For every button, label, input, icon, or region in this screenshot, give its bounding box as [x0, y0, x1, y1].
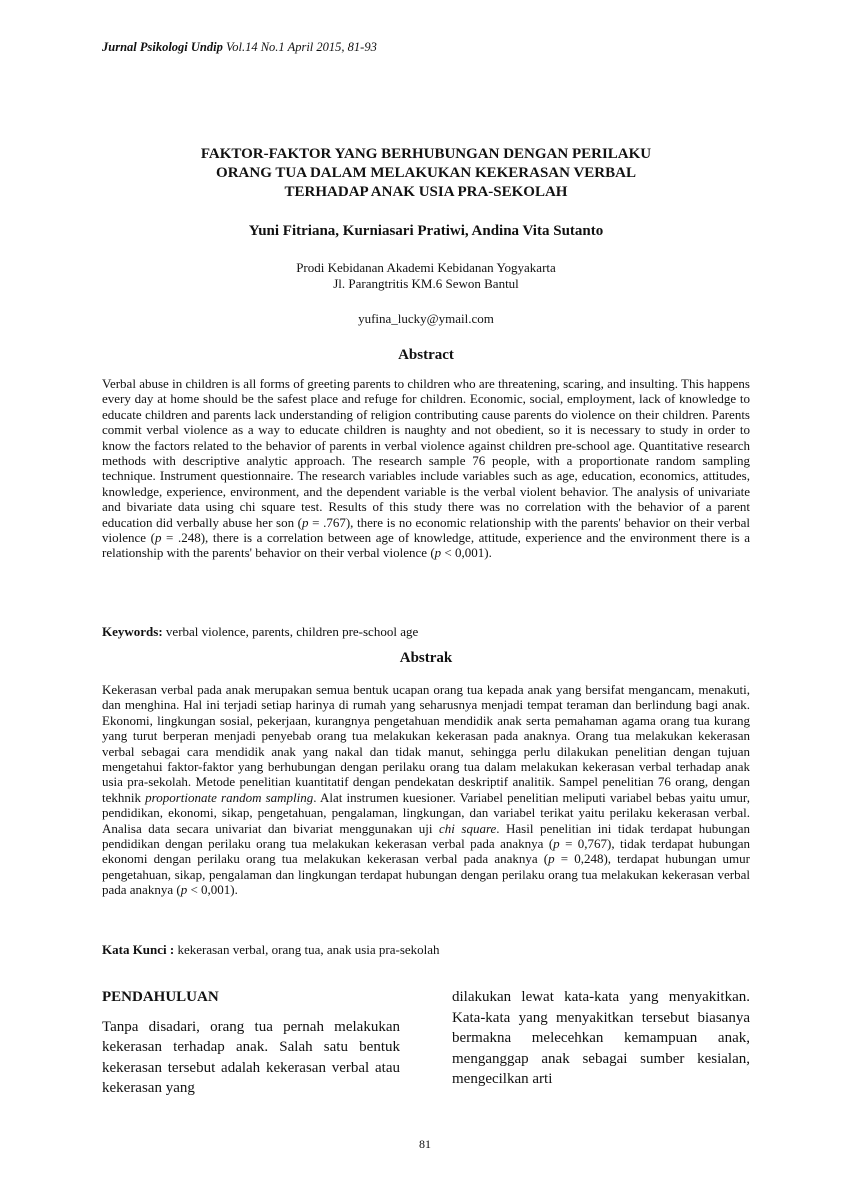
- abstract-part-3: = .248), there is a correlation between age of knowledge, attitude, experience and the environment there is a relationship with the parents' behavior on their verbal violence (: [102, 530, 750, 561]
- keywords-text: verbal violence, parents, children pre-school age: [162, 624, 419, 639]
- abstrak-text: [102, 682, 750, 898]
- abstrak-part-2: . Alat instrumen kuesioner. Variabel penelitian meliputi variabel bebas yaitu umur, pendidikan, ekonomi, sikap, pengetahuan, pengalaman, lingkungan, dan variabel terikat yaitu perilaku kekerasan verbal. Analisa data secara univariat dan bivariat menggunakan uji: [102, 789, 750, 836]
- kata-kunci-text: kekerasan verbal, orang tua, anak usia pra-sekolah: [174, 942, 440, 957]
- keywords-label: Keywords:: [102, 624, 163, 639]
- intro-column-left: [102, 987, 400, 1099]
- intro-column-right: [452, 987, 750, 1090]
- affiliation-line-1: Prodi Kebidanan Akademi Kebidanan Yogyakarta: [296, 260, 556, 275]
- abstract-part-2: = .767), there is no economic relationship with the parents' behavior on their verbal violence (: [102, 514, 750, 546]
- journal-header: [102, 40, 377, 55]
- abstrak-italic-1: proportionate random sampling: [145, 789, 314, 805]
- intro-heading: PENDAHULUAN: [102, 989, 219, 1005]
- abstrak-part-3: . Hasil penelitian ini tidak terdapat hubungan pendidikan dengan perilaku orang tua melakukan kekerasan verbal pada anaknya (: [102, 820, 750, 852]
- abstrak-part-1: Kekerasan verbal pada anak merupakan semua bentuk ucapan orang tua kepada anak yang bersifat mengancam, menakuti, dan menghina. Hal ini terjadi setiap harinya di rumah yang seharusnya menjadi tempat teraman dan berlindung bagi anak. Ekonomi, lingkungan sosial, pekerjaan, kurangnya pengetahuan mendidik anak serta pemahaman agama orang tua kurang yang turut berperan menjadi penyebab orang tua melakukan kekerasan pada anaknya. Orang tua melakukan kekerasan verbal sebagai cara mendidik anak yang nakal dan tidak manut, sehingga perlu dilakukan penelitian dengan tujuan mengetahui faktor-faktor yang berhubungan dengan perilaku orang tua dalam melakukan kekerasan verbal terhadap anak usia pra-sekolah. Metode penelitian kuantitatif dengan pendekatan deskriptif analitik. Sampel penelitian 76 orang, dengan tekhnik: [102, 682, 750, 805]
- title-line-3: TERHADAP ANAK USIA PRA-SEKOLAH: [284, 184, 568, 200]
- abstract-part-1: Verbal abuse in children is all forms of greeting parents to children who are threatening, scaring, and insulting. This happens every day at home should be the safest place and refuge for children. Economic, social, employment, lack of knowledge to educate children and parents lack understanding of religion contributing cause parents do violence on their children. Parents commit verbal violence as a way to educate children is naughty and not obedient, so it is necessary to study in order to know the factors related to the behavior of parents in verbal violence against children pre-school age. Quantitative research methods with descriptive analytic approach. The research sample 76 people, with a proportionate random sampling technique. Instrument questionnaire. The research variables include variables such as age, education, economics, attitudes, knowledge, experience, environment, and the dependent variable is the verbal violent behavior. The analysis of univariate and bivariate data using chi square test. Results of this study there was no correlation with the behavior of a parent education did verbally abuse her son (: [102, 376, 750, 530]
- abstract-text: [102, 376, 750, 561]
- title-line-2: ORANG TUA DALAM MELAKUKAN KEKERASAN VERBAL: [216, 165, 636, 181]
- abstrak-heading: Abstrak: [399, 650, 453, 666]
- abstrak-italic-2: chi square: [439, 820, 497, 836]
- kata-kunci: [102, 942, 750, 958]
- intro-col2-text: dilakukan lewat kata-kata yang menyakitkan. Kata-kata yang menyakitkan tersebut biasanya bermakna melecehkan kemampuan anak, menganggap anak sebagai sumber kesialan, mengecilkan arti: [452, 989, 750, 1087]
- abstrak-p-2: p: [548, 851, 555, 867]
- title-line-1: FAKTOR-FAKTOR YANG BERHUBUNGAN DENGAN PERILAKU: [200, 146, 652, 162]
- abstrak-p-3: p: [180, 882, 188, 898]
- abstract-p-2: p: [154, 530, 162, 546]
- affiliation-line-2: Jl. Parangtritis KM.6 Sewon Bantul: [333, 276, 519, 291]
- kata-kunci-label: Kata Kunci :: [102, 942, 175, 957]
- affiliation: [102, 260, 750, 292]
- abstrak-part-6: < 0,001).: [187, 882, 238, 898]
- abstract-p-1: p: [302, 514, 309, 530]
- abstrak-part-4: = 0,767), tidak terdapat hubungan ekonomi dengan perilaku orang tua melakukan kekerasan verbal pada anaknya (: [102, 836, 750, 867]
- intro-col1-text: Tanpa disadari, orang tua pernah melakukan kekerasan terhadap anak. Salah satu bentuk kekerasan tersebut adalah kekerasan verbal atau kekerasan yang: [102, 1018, 400, 1096]
- abstract-heading: Abstract: [398, 347, 454, 363]
- abstract-p-3: p: [434, 545, 442, 561]
- abstrak-part-5: = 0,248), terdapat hubungan umur pengetahuan, sikap, pengalaman dan lingkungan terdapat hubungan dengan perilaku orang tua melakukan kekerasan verbal pada anaknya (: [102, 851, 750, 898]
- author-list: Yuni Fitriana, Kurniasari Pratiwi, Andina Vita Sutanto: [248, 223, 604, 239]
- keywords: [102, 624, 750, 640]
- abstrak-p-1: p: [553, 836, 560, 852]
- author-email: yufina_lucky@ymail.com: [358, 311, 494, 326]
- journal-issue: Vol.14 No.1 April 2015, 81-93: [222, 40, 377, 54]
- journal-name: Jurnal Psikologi Undip: [102, 40, 223, 54]
- abstract-part-4: < 0,001).: [441, 545, 492, 561]
- page-number: 81: [419, 1137, 431, 1151]
- paper-title: [102, 145, 750, 202]
